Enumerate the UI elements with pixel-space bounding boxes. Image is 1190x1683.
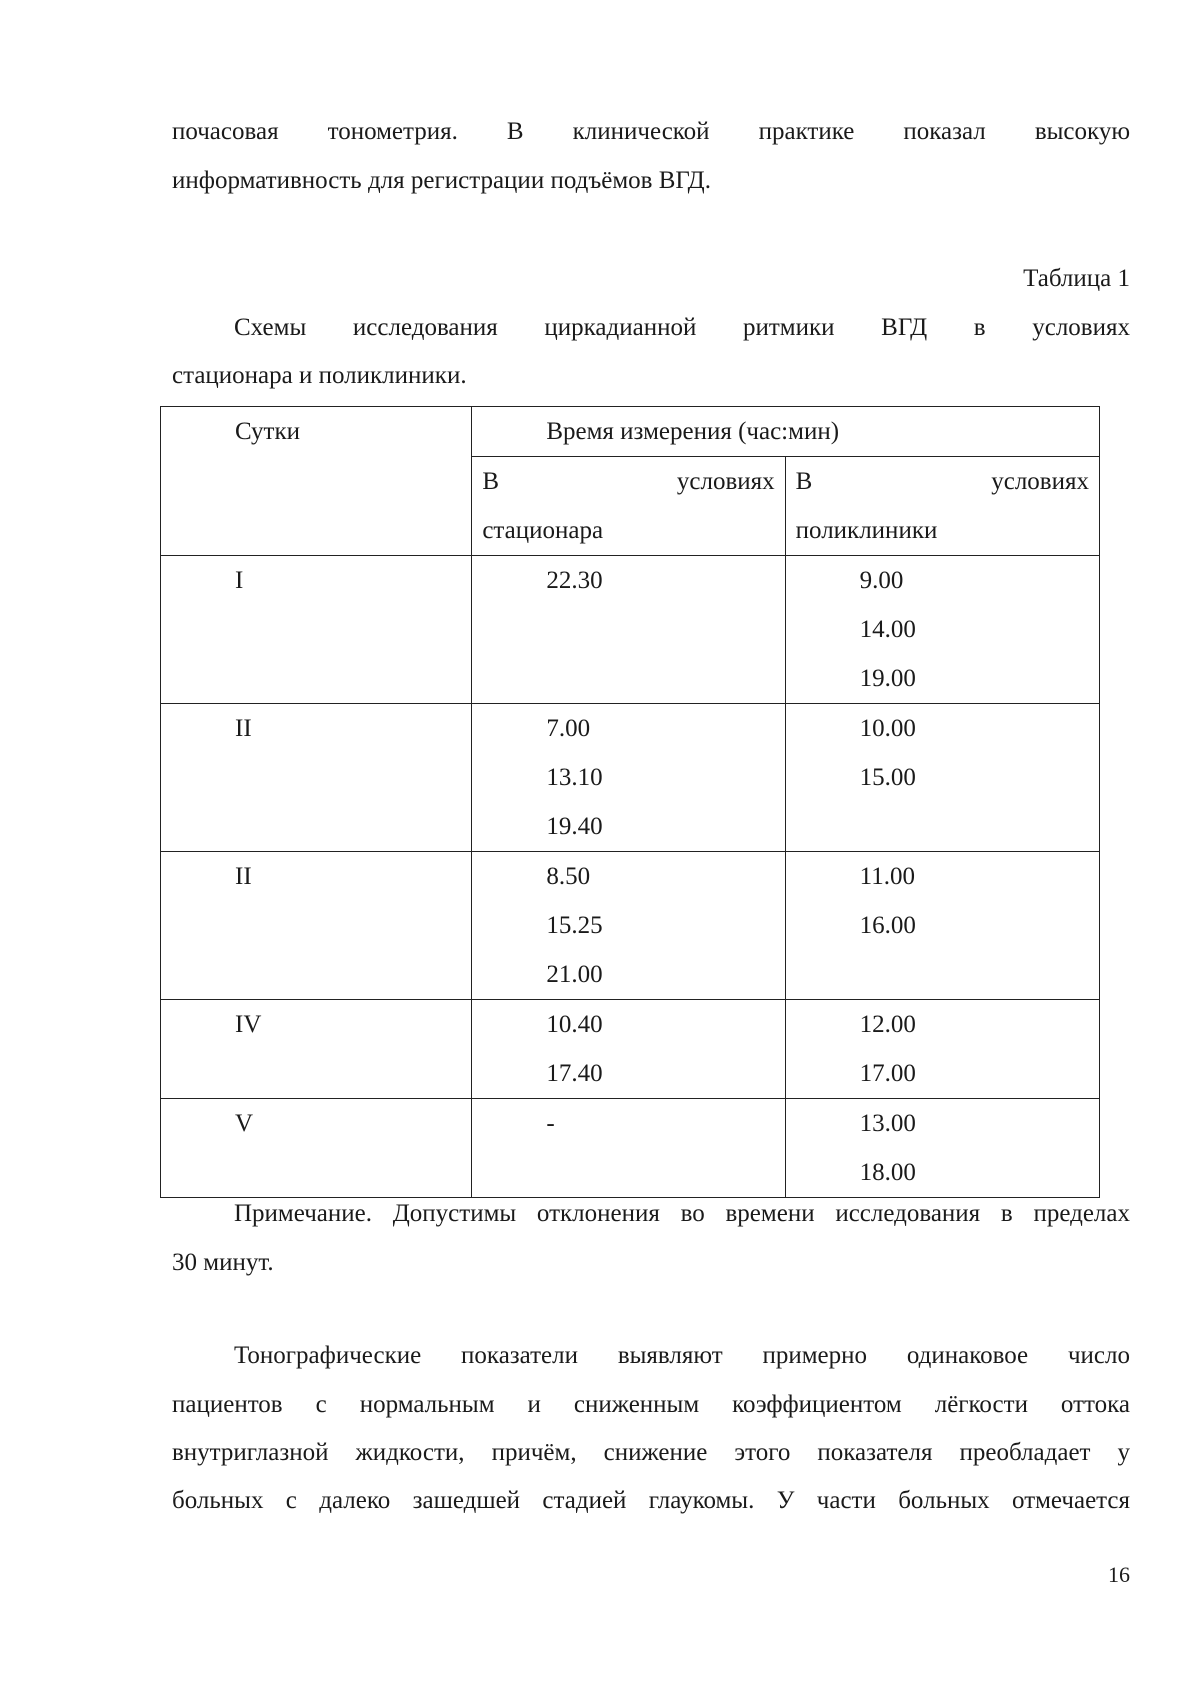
subheader-hospital: В условиях стационара [472, 457, 785, 556]
table-note: 30 минут. [172, 1249, 274, 1276]
body-paragraph-line: внутриглазной жидкости, причём, снижение этого показателя преобладает у [172, 1439, 1130, 1466]
hospital-times: 10.40 17.40 [472, 1000, 785, 1099]
day-cell: IV [161, 1000, 472, 1099]
day-cell: V [161, 1099, 472, 1198]
hospital-times: - [472, 1099, 785, 1198]
table-label: Таблица 1 [1023, 265, 1130, 292]
header-time: Время измерения (час:мин) [472, 407, 1100, 457]
clinic-times: 9.00 14.00 19.00 [785, 556, 1099, 704]
body-paragraph-line: Тонографические показатели выявляют примерно одинаковое число [234, 1342, 1130, 1369]
table-row [161, 1000, 1100, 1099]
page-number: 16 [1108, 1562, 1130, 1587]
day-cell: I [161, 556, 472, 704]
hospital-times: 7.00 13.10 19.40 [472, 704, 785, 852]
table-row [161, 704, 1100, 852]
hospital-times: 8.50 15.25 21.00 [472, 852, 785, 1000]
body-paragraph-line: больных с далеко зашедшей стадией глаукомы. У части больных отмечается [172, 1487, 1130, 1514]
table-row [161, 852, 1100, 1000]
clinic-times: 12.00 17.00 [785, 1000, 1099, 1099]
day-cell: II [161, 704, 472, 852]
clinic-times: 13.00 18.00 [785, 1099, 1099, 1198]
intro-text-line: почасовая тонометрия. В клинической практике показал высокую [172, 118, 1130, 145]
clinic-times: 10.00 15.00 [785, 704, 1099, 852]
header-days: Сутки [161, 407, 472, 556]
day-cell: II [161, 852, 472, 1000]
clinic-times: 11.00 16.00 [785, 852, 1099, 1000]
table-caption: стационара и поликлиники. [172, 362, 467, 389]
table-row [161, 1099, 1100, 1198]
table-caption: Схемы исследования циркадианной ритмики ВГД в условиях [234, 314, 1130, 341]
schedule-table [160, 406, 1100, 1198]
intro-text-line: информативность для регистрации подъёмов ВГД. [172, 167, 711, 194]
subheader-clinic: В условиях поликлиники [785, 457, 1099, 556]
body-paragraph-line: пациентов с нормальным и сниженным коэффициентом лёгкости оттока [172, 1391, 1130, 1418]
table-note: Примечание. Допустимы отклонения во времени исследования в пределах [234, 1200, 1130, 1227]
table-row [161, 556, 1100, 704]
hospital-times: 22.30 [472, 556, 785, 704]
